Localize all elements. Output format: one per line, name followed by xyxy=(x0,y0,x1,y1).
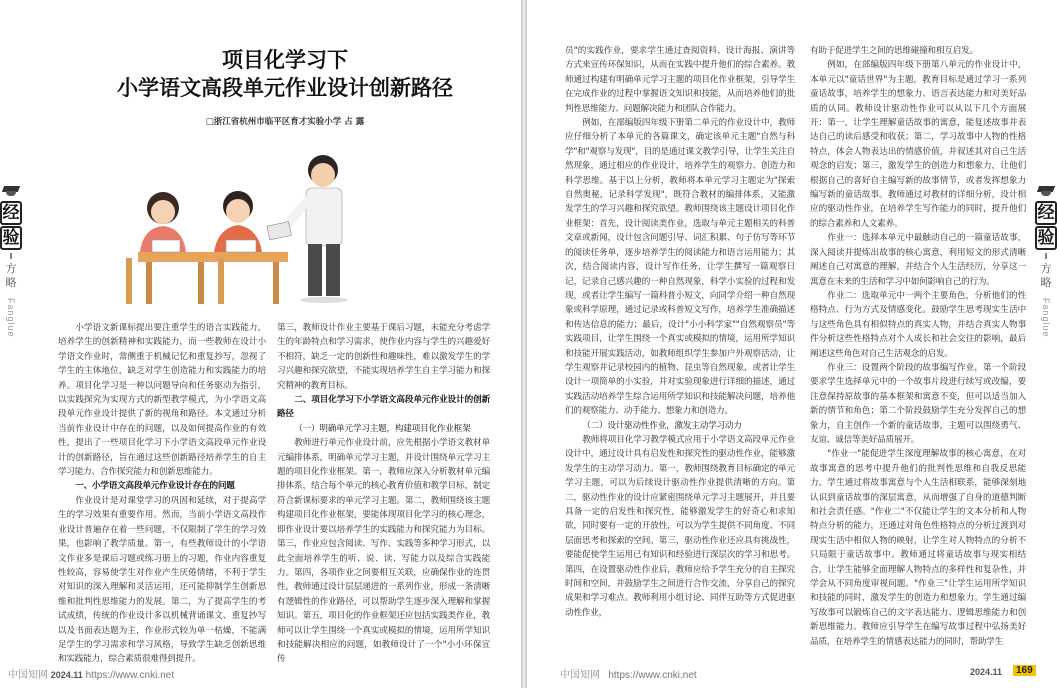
section-tab-char-1: 经 xyxy=(1035,201,1057,225)
paragraph: 例如，在部编版四年级下册第二单元的作业设计中，教师应仔细分析了本单元的各篇课文，确定该单元主题"自然与科学"和"观察与发现"，目的是通过课文教学引导，让学生关注自然现象，通过相应的作业设计，培养学生的观察力、创造力和科学思维。基于以上分析，教师将本单元学习主题定为"探索自然奥秘，记录科学发现"，既符合教材的编排体系，又能激发学生的学习兴趣和探究欲望。教师围绕该主题设计项目化作业框架：首先，设计阅读类作业，选取与单元主题相关的科普文章或新闻，设计包含问题引导、词汇积累、句子仿写等环节的阅读任务单，逐步培养学生的阅读能力和语言运用能力；其次，结合阅读内容，设计写作任务，让学生撰写一篇观察日记，记录自己感兴趣的一种自然现象，科学小实验的过程和发现，或者让学生编写一篇科普小短文，向同学介绍一种自然现象或科学原理，通过记录或科普短文写作，培养学生准确描述和传达信息的能力；最后，设计"小小科学家""自然观察员"等实践项目，让学生围绕一个真实或模拟的情境，运用所学知识和技能开展实践活动，如教师组织学生参加户外观察活动，让学生观察并记录校园内的植物、昆虫等自然现象，或者让学生设计一项简单的小实验，并对实验现象进行详细的描述，通过实践活动培养学生综合运用所学知识和技能解决问题，培养他们的观察能力、动手能力、想象力和创造力。 xyxy=(565,118,795,417)
paragraph: 作业三：设置两个阶段的故事编写作业，第一个阶段要求学生选择单元中的一个故事片段进行续写或改编，要注意保持原故事的基本框架和寓意不变，但可以适当加入新的情节和角色；第二个阶段鼓励学生充分发挥自己的想象力，自主创作一个新的童话故事，主题可以围绕勇气、友谊、诚信等美好品质展开。 xyxy=(810,362,1026,445)
section-tab-char-1: 经 xyxy=(0,201,22,225)
graduation-cap-icon xyxy=(1037,183,1055,197)
issue-date: 2024.11 xyxy=(50,670,83,680)
footer-left xyxy=(8,666,174,681)
watermark-brand: 中国知网 xyxy=(560,670,600,681)
article-title-line2: 小学语文高段单元作业设计创新路径 xyxy=(117,76,453,100)
paragraph: 作业二：选取单元中一两个主要角色，分析他们的性格特点、行为方式及情感变化。鼓励学生思考现实生活中与这些角色具有相似特点的真实人物，并结合真实人物事件分析这些性格特点对个人成长和社会交往的影响，最后阐述这些角色对自己生活观念的启发。 xyxy=(810,290,1026,359)
paragraph: 作业一：选择本单元中最触动自己的一篇童话故事，深入阅读并提炼出故事的核心寓意，利用短文的形式清晰阐述自己对寓意的理解，并结合个人生活经历，分享这一寓意在未来的生活和学习中如何影响自己的行为。 xyxy=(810,233,1026,287)
section-tab-small-1: 方 xyxy=(1040,262,1052,275)
subsection-heading: （一）明确单元学习主题，构建项目化作业框架 xyxy=(294,423,471,434)
left-page xyxy=(0,0,521,688)
paragraph: 第三，教师设计作业主要基于课后习题，未能充分考虑学生的年龄特点和学习需求，使作业内容与学生的兴趣爱好不相符，缺乏一定的创新性和趣味性，难以激发学生的学习兴趣和探究欲望，不能实现培养学生自主学习能力和探究精神的教育目标。 xyxy=(277,323,490,391)
issue-date: 2024.11 xyxy=(970,667,1003,677)
section-tab-small-2: 略 xyxy=(5,276,17,289)
section-tab-latin: Fanglue xyxy=(1041,298,1051,338)
left-column-2 xyxy=(277,321,490,665)
right-page xyxy=(527,0,1057,688)
paragraph: 有助于促进学生之间的思维碰撞和相互启发。 xyxy=(810,46,978,56)
section-tab-small-1: 方 xyxy=(5,262,17,275)
section-heading: 一、小学语文高段单元作业设计存在的问题 xyxy=(75,481,235,492)
paragraph: "作业一"能促进学生深度理解故事的核心寓意，在对故事寓意的思考中提升他们的批判性思维和自我反思能力。学生通过将故事寓意与个人生活相联系，能够深刻地认识到童话故事的深层寓意，从而增强了自身的道德判断和社会责任感。"作业二"不仅能让学生的文本分析和人物特点分析的能力，还通过对角色性格特点的分析过渡到对现实生活中相似人物的映射，让学生对人物特点的分析不只局限于童话故事中。教师通过将童话故事与现实相结合，让学生能够全面理解人物特点的多样性和复杂性，并学会从不同角度审视问题。"作业三"让学生运用所学知识和技能的同时，激发学生的创造力和想象力。学生通过编写故事可以锻炼自己的文字表达能力、逻辑思维能力和创新思维能力。教师应引导学生在编写故事过程中弘扬美好品质，在培养学生的情感表达能力的同时，帮助学生 xyxy=(810,449,1026,647)
section-tab-left xyxy=(0,183,22,338)
watermark-url: https://www.cnki.net xyxy=(608,670,697,681)
section-tab-latin: Fanglue xyxy=(6,298,16,338)
paragraph: 小学语文新课标提出要注重学生的语言实践能力，培养学生的创新精神和实践能力，而一些教师在设计小学语文作业时，常侧重于机械记忆和重复抄写，忽视了学生的主体地位，缺乏对学生创造能力和实践能力的培养。项目化学习是一种以问题导向和任务驱动为指引，以实践探究为实现方式的新型教学模式，为小学语文高段单元作业设计提供了新的视角和路径。本文通过分析当前作业设计中存在的问题，以及如何提高作业的有效性，提出了一些项目化学习下小学语文高段单元作业设计的创新路径，旨在通过这些创新路径培养学生的自主学习能力、合作探究能力和创新思维能力。 xyxy=(58,323,266,478)
watermark-url: https://www.cnki.net xyxy=(85,670,174,681)
paragraph: 例如，在部编版四年级下册第八单元的作业设计中，本单元以"童话世界"为主题，教育目标是通过学习一系列童话故事，培养学生的想象力、语言表达能力和对美好品质的认同。教师设计驱动性作业可以从以下几个方面展开：第一，让学生理解童话故事的寓意，能复述故事并表达自己的读后感受和收获；第二，学习故事中人物的性格特点，体会人物表达出的情感价值，并叙述其对自己生活观念的启发；第三，激发学生的创造力和想象力，让他们根据自己的喜好自主编写新的故事情节，或者发挥想象力编写新的童话故事。教师通过对教材的详细分析，设计相应的驱动性作业，在培养学生写作能力的同时，提升他们的综合素养和人文素养。 xyxy=(810,60,1026,229)
section-heading: 二、项目化学习下小学语文高段单元作业设计的创新路径 xyxy=(277,395,490,420)
footer-right xyxy=(560,666,697,681)
right-column-2 xyxy=(810,44,1026,656)
section-tab-char-2: 验 xyxy=(0,226,22,250)
right-column-1 xyxy=(565,44,795,672)
classroom-illustration xyxy=(118,140,378,308)
page-number: 169 xyxy=(1013,665,1036,676)
graduation-cap-icon xyxy=(2,183,20,197)
paragraph: 教师进行单元作业设计前，应先根据小学语文教材单元编排体系，明确单元学习主题，并设计围绕单元学习主题的项目化作业框架。第一，教师应深入分析教材单元编排体系，结合每个单元的核心教育价值和教学目标，制定符合新课标要求的单元学习主题。第二，教师围绕该主题构建项目化作业框架，要能体现项目化学习的核心理念，即作业设计要以培养学生的实践能力和探究能力为目标。第三，作业应包含阅读、写作、实践等多种学习形式，以此全面培养学生的听、说、读、写能力以及综合实践能力。第四，各项作业之间要相互关联，应确保作业的连贯性，教师通过设计层层递进的一系列作业，形成一条清晰有逻辑性的作业路径，可以帮助学生逐步深入理解和掌握知识。第五，项目化的作业框架还应包括实践类作业，教师可以让学生围绕一个真实或模拟的情境，运用所学知识和技能解决相应的问题，如教师设计了一个"小小环保宣传 xyxy=(277,438,490,665)
section-tab-small-2: 略 xyxy=(1040,276,1052,289)
subsection-heading: （二）设计驱动性作业，激发主动学习动力 xyxy=(582,420,742,431)
paragraph: 作业设计是对课堂学习的巩固和延续，对于提高学生的学习效果有重要作用。然而，当前小学语文高段作业设计普遍存在着一些问题，不仅限制了学生的学习效果，也影响了教学质量。第一，有些教师设计的小学语文作业多是课后习题或练习册上的习题，作业内容重复性较高，容易使学生对作业产生厌倦情绪，不利于学生对知识的深入理解和灵活运用，还可能抑制学生创新思维和批判性思维能力的发展。第二，为了提高学生的考试成绩，传统的作业设计多以机械背诵课文、重复抄写以及书面表达题为主，作业形式较为单一枯燥，不能满足学生的学习需求和学习风格，导致学生缺乏创新思维和实践能力，综合素质很难得到提升。 xyxy=(58,495,266,665)
paragraph: 员"的实践作业，要求学生通过查阅资料、设计海报、演讲等方式来宣传环保知识，从而在实践中提升他们的综合素养。教师通过构建有明确单元学习主题的项目化作业框架，引导学生在完成作业的过程中掌握语文知识和技能，从而培养他们的批判性思维能力、问题解决能力和团队合作能力。 xyxy=(565,46,795,114)
paragraph: 教师将项目化学习教学模式应用于小学语文高段单元作业设计中，通过设计具有启发性和探究性的驱动性作业，能够激发学生的主动学习动力。第一，教师围绕教育目标确定的单元学习主题，可以为后续设计驱动性作业提供清晰的方向。第二，驱动性作业的设计应紧密围绕单元学习主题展开，并且要具备一定的启发性和探究性，能够激发学生的好奇心和求知欲，同时要有一定的开放性，可以为学生提供不同角度、不同层面思考和探索的空间。第三，驱动性作业还应具有挑战性，要能促使学生运用已有知识和经验进行深层次的学习和思考。第四，在设置驱动性作业后，教师应给予学生充分的自主探究时间和空间，并鼓励学生之间进行合作交流，分享自己的探究成果和学习难点。教师利用小组讨论、同伴互助等方式促进驱动性作业， xyxy=(565,434,795,618)
article-title-line1: 项目化学习下 xyxy=(222,48,348,72)
section-tab-char-2: 验 xyxy=(1035,226,1057,250)
watermark-brand: 中国知网 xyxy=(8,670,48,681)
article-author: □浙江省杭州市临平区育才实验小学 占 露 xyxy=(205,117,365,127)
left-column-1 xyxy=(58,321,266,665)
section-tab-right xyxy=(1035,183,1057,338)
